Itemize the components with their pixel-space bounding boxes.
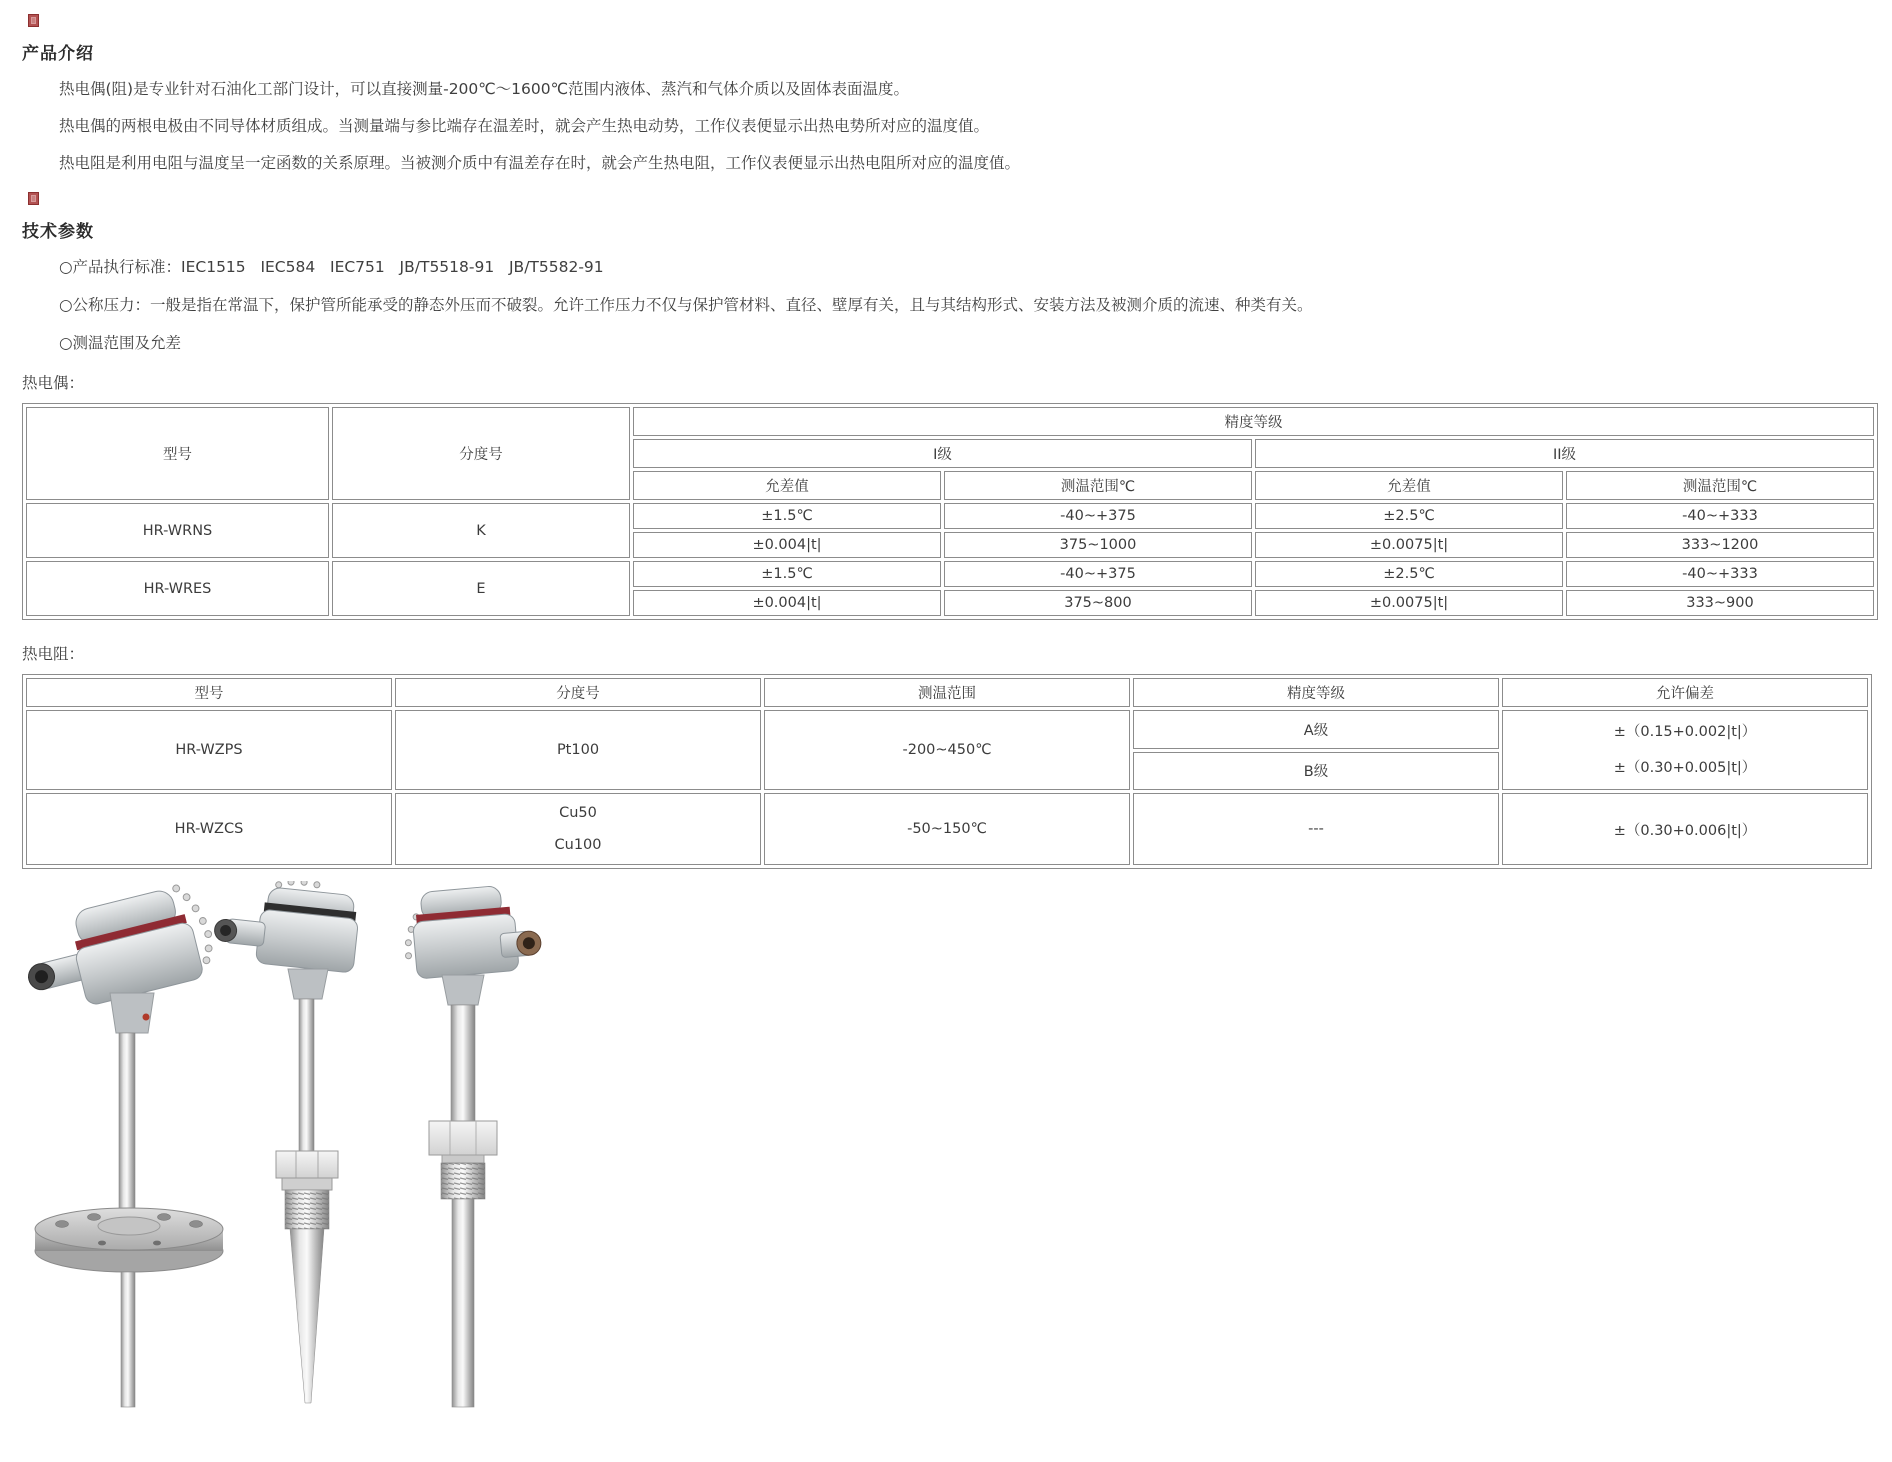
red-stamp-icon bbox=[28, 192, 39, 205]
cell-tolerance: ±2.5℃ bbox=[1255, 503, 1563, 529]
cell-model: HR-WZPS bbox=[26, 710, 392, 790]
cell-range: -200~450℃ bbox=[764, 710, 1130, 790]
rtd-table-label: 热电阻： bbox=[22, 645, 85, 663]
thermocouple-tapered-thread-photo bbox=[212, 881, 362, 1403]
intro-paragraph-1: 热电偶(阻)是专业针对石油化工部门设计，可以直接测量-200℃～1600℃范围内液体、蒸汽和气体介质以及固体表面温度。 bbox=[59, 80, 910, 98]
header-accuracy-class: 精度等级 bbox=[1133, 678, 1499, 707]
thermocouple-hex-nut-photo bbox=[400, 882, 543, 1407]
cell-tolerance: ±0.0075|t| bbox=[1255, 532, 1563, 558]
cell-range: -40~+333 bbox=[1566, 503, 1874, 529]
cell-deviation bbox=[1502, 710, 1868, 790]
cell-tolerance: ±0.0075|t| bbox=[1255, 590, 1563, 616]
cell-grade-b: B级 bbox=[1133, 752, 1499, 791]
cell-tolerance: ±1.5℃ bbox=[633, 561, 941, 587]
cell-range: -40~+333 bbox=[1566, 561, 1874, 587]
intro-paragraph-3: 热电阻是利用电阻与温度呈一定函数的关系原理。当被测介质中有温差存在时，就会产生热电阻，工作仪表便显示出热电阻所对应的温度值。 bbox=[59, 154, 1021, 172]
header-tolerance: 允差值 bbox=[633, 471, 941, 500]
red-stamp-icon bbox=[28, 14, 39, 27]
thermocouple-table-label: 热电偶： bbox=[22, 374, 85, 392]
standards-bullet: ○产品执行标准：IEC1515 IEC584 IEC751 JB/T5518-91 JB/T5582-91 bbox=[59, 258, 604, 276]
header-graduation: 分度号 bbox=[332, 407, 630, 500]
cell-model: HR-WRES bbox=[26, 561, 329, 616]
header-range: 测温范围 bbox=[764, 678, 1130, 707]
intro-paragraph-2: 热电偶的两根电极由不同导体材质组成。当测量端与参比端存在温差时，就会产生热电动势，工作仪表便显示出热电势所对应的温度值。 bbox=[59, 117, 990, 135]
range-tolerance-bullet: ○测温范围及允差 bbox=[59, 334, 182, 352]
header-accuracy-class: 精度等级 bbox=[633, 407, 1874, 436]
header-class-2: II级 bbox=[1255, 439, 1874, 468]
header-tolerance: 允差值 bbox=[1255, 471, 1563, 500]
table-row bbox=[26, 678, 1868, 707]
graduation-value-2: Cu100 bbox=[554, 837, 602, 853]
rtd-spec-table bbox=[22, 674, 1872, 869]
cell-range: 375~1000 bbox=[944, 532, 1252, 558]
table-row bbox=[26, 710, 1868, 749]
cell-range: 375~800 bbox=[944, 590, 1252, 616]
header-range: 测温范围℃ bbox=[944, 471, 1252, 500]
cell-grade: --- bbox=[1133, 793, 1499, 865]
cell-tolerance: ±2.5℃ bbox=[1255, 561, 1563, 587]
header-range: 测温范围℃ bbox=[1566, 471, 1874, 500]
deviation-value-a: ±（0.15+0.002|t|） bbox=[1613, 724, 1757, 740]
product-photos-illustration bbox=[22, 881, 547, 1409]
cell-tolerance: ±0.004|t| bbox=[633, 590, 941, 616]
cell-graduation: K bbox=[332, 503, 630, 558]
tech-section-title: 技术参数 bbox=[22, 222, 94, 242]
table-row bbox=[26, 561, 1874, 587]
cell-graduation: Pt100 bbox=[395, 710, 761, 790]
cell-tolerance: ±0.004|t| bbox=[633, 532, 941, 558]
cell-grade-a: A级 bbox=[1133, 710, 1499, 749]
cell-deviation: ±（0.30+0.006|t|） bbox=[1502, 793, 1868, 865]
cell-model: HR-WZCS bbox=[26, 793, 392, 865]
thermocouple-flange-mount-photo bbox=[22, 881, 223, 1407]
header-class-1: I级 bbox=[633, 439, 1252, 468]
cell-graduation bbox=[395, 793, 761, 865]
intro-section-title: 产品介绍 bbox=[22, 44, 94, 64]
cell-range: -40~+375 bbox=[944, 503, 1252, 529]
header-allowed-deviation: 允许偏差 bbox=[1502, 678, 1868, 707]
cell-model: HR-WRNS bbox=[26, 503, 329, 558]
header-model: 型号 bbox=[26, 407, 329, 500]
product-photos bbox=[22, 881, 1872, 1413]
cell-range: 333~900 bbox=[1566, 590, 1874, 616]
cell-range: 333~1200 bbox=[1566, 532, 1874, 558]
table-row bbox=[26, 407, 1874, 436]
table-row bbox=[26, 793, 1868, 865]
cell-range: -50~150℃ bbox=[764, 793, 1130, 865]
header-model: 型号 bbox=[26, 678, 392, 707]
cell-range: -40~+375 bbox=[944, 561, 1252, 587]
pressure-bullet: ○公称压力：一般是指在常温下，保护管所能承受的静态外压而不破裂。允许工作压力不仅与保护管材料、直径、壁厚有关，且与其结构形式、安装方法及被测介质的流速、种类有关。 bbox=[59, 296, 1313, 314]
table-row bbox=[26, 503, 1874, 529]
graduation-value-1: Cu50 bbox=[559, 805, 597, 821]
cell-tolerance: ±1.5℃ bbox=[633, 503, 941, 529]
header-graduation: 分度号 bbox=[395, 678, 761, 707]
thermocouple-spec-table bbox=[22, 403, 1878, 620]
deviation-value-b: ±（0.30+0.005|t|） bbox=[1613, 760, 1757, 776]
cell-graduation: E bbox=[332, 561, 630, 616]
